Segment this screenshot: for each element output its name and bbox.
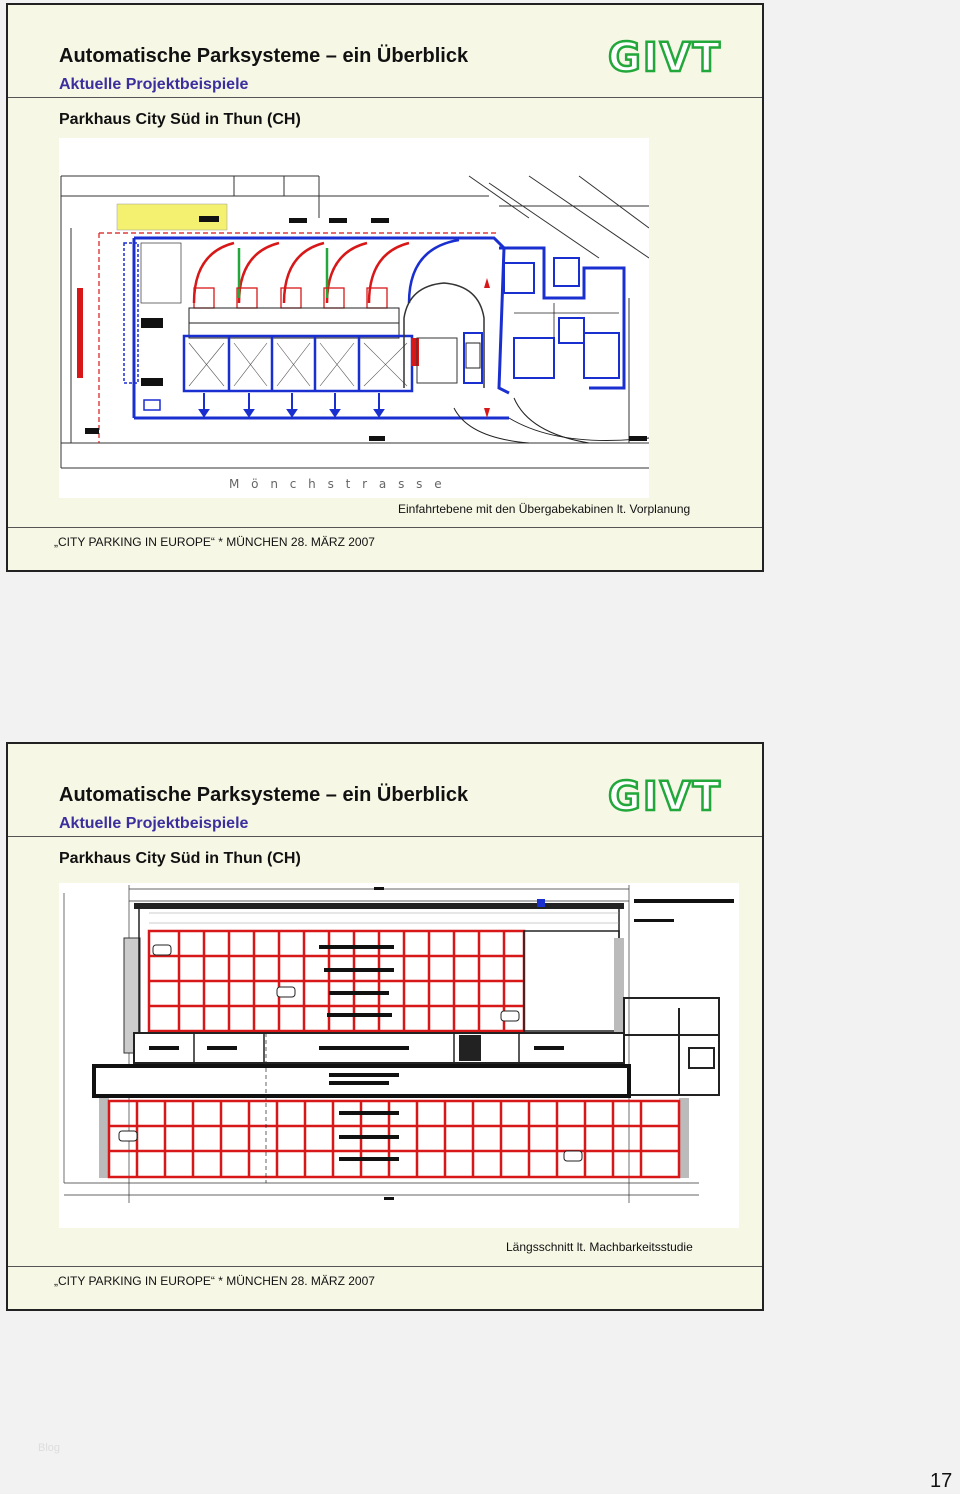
street-label: M ö n c h s t r a s s e	[229, 477, 446, 491]
project-title: Parkhaus City Süd in Thun (CH)	[59, 850, 301, 867]
project-title: Parkhaus City Süd in Thun (CH)	[59, 111, 301, 128]
givt-logo	[606, 772, 724, 816]
slide-2	[6, 742, 764, 1311]
page-number: 17	[930, 1470, 953, 1492]
slide-title: Automatische Parksysteme – ein Überblick	[59, 45, 469, 67]
footer-divider	[8, 1266, 762, 1267]
slide-subtitle: Aktuelle Projektbeispiele	[59, 76, 249, 93]
drawing-caption: Einfahrtebene mit den Übergabekabinen lt. Vorplanung	[398, 502, 691, 516]
slide-subtitle: Aktuelle Projektbeispiele	[59, 815, 249, 832]
logo-text: GIVT	[608, 35, 722, 77]
header-divider	[8, 97, 762, 98]
slide-footer: „CITY PARKING IN EUROPE“ * MÜNCHEN 28. MÄRZ 2007	[54, 535, 375, 549]
slide-1	[6, 3, 764, 572]
footer-divider	[8, 527, 762, 528]
longitudinal-section-drawing	[59, 883, 739, 1228]
drawing-caption: Längsschnitt lt. Machbarkeitsstudie	[506, 1240, 693, 1254]
slide-title: Automatische Parksysteme – ein Überblick	[59, 784, 469, 806]
header-divider	[8, 836, 762, 837]
slide-footer: „CITY PARKING IN EUROPE“ * MÜNCHEN 28. MÄRZ 2007	[54, 1274, 375, 1288]
watermark: Blog	[38, 1442, 61, 1454]
givt-logo	[606, 33, 724, 77]
logo-text: GIVT	[608, 774, 722, 816]
floor-plan-drawing	[59, 138, 649, 498]
